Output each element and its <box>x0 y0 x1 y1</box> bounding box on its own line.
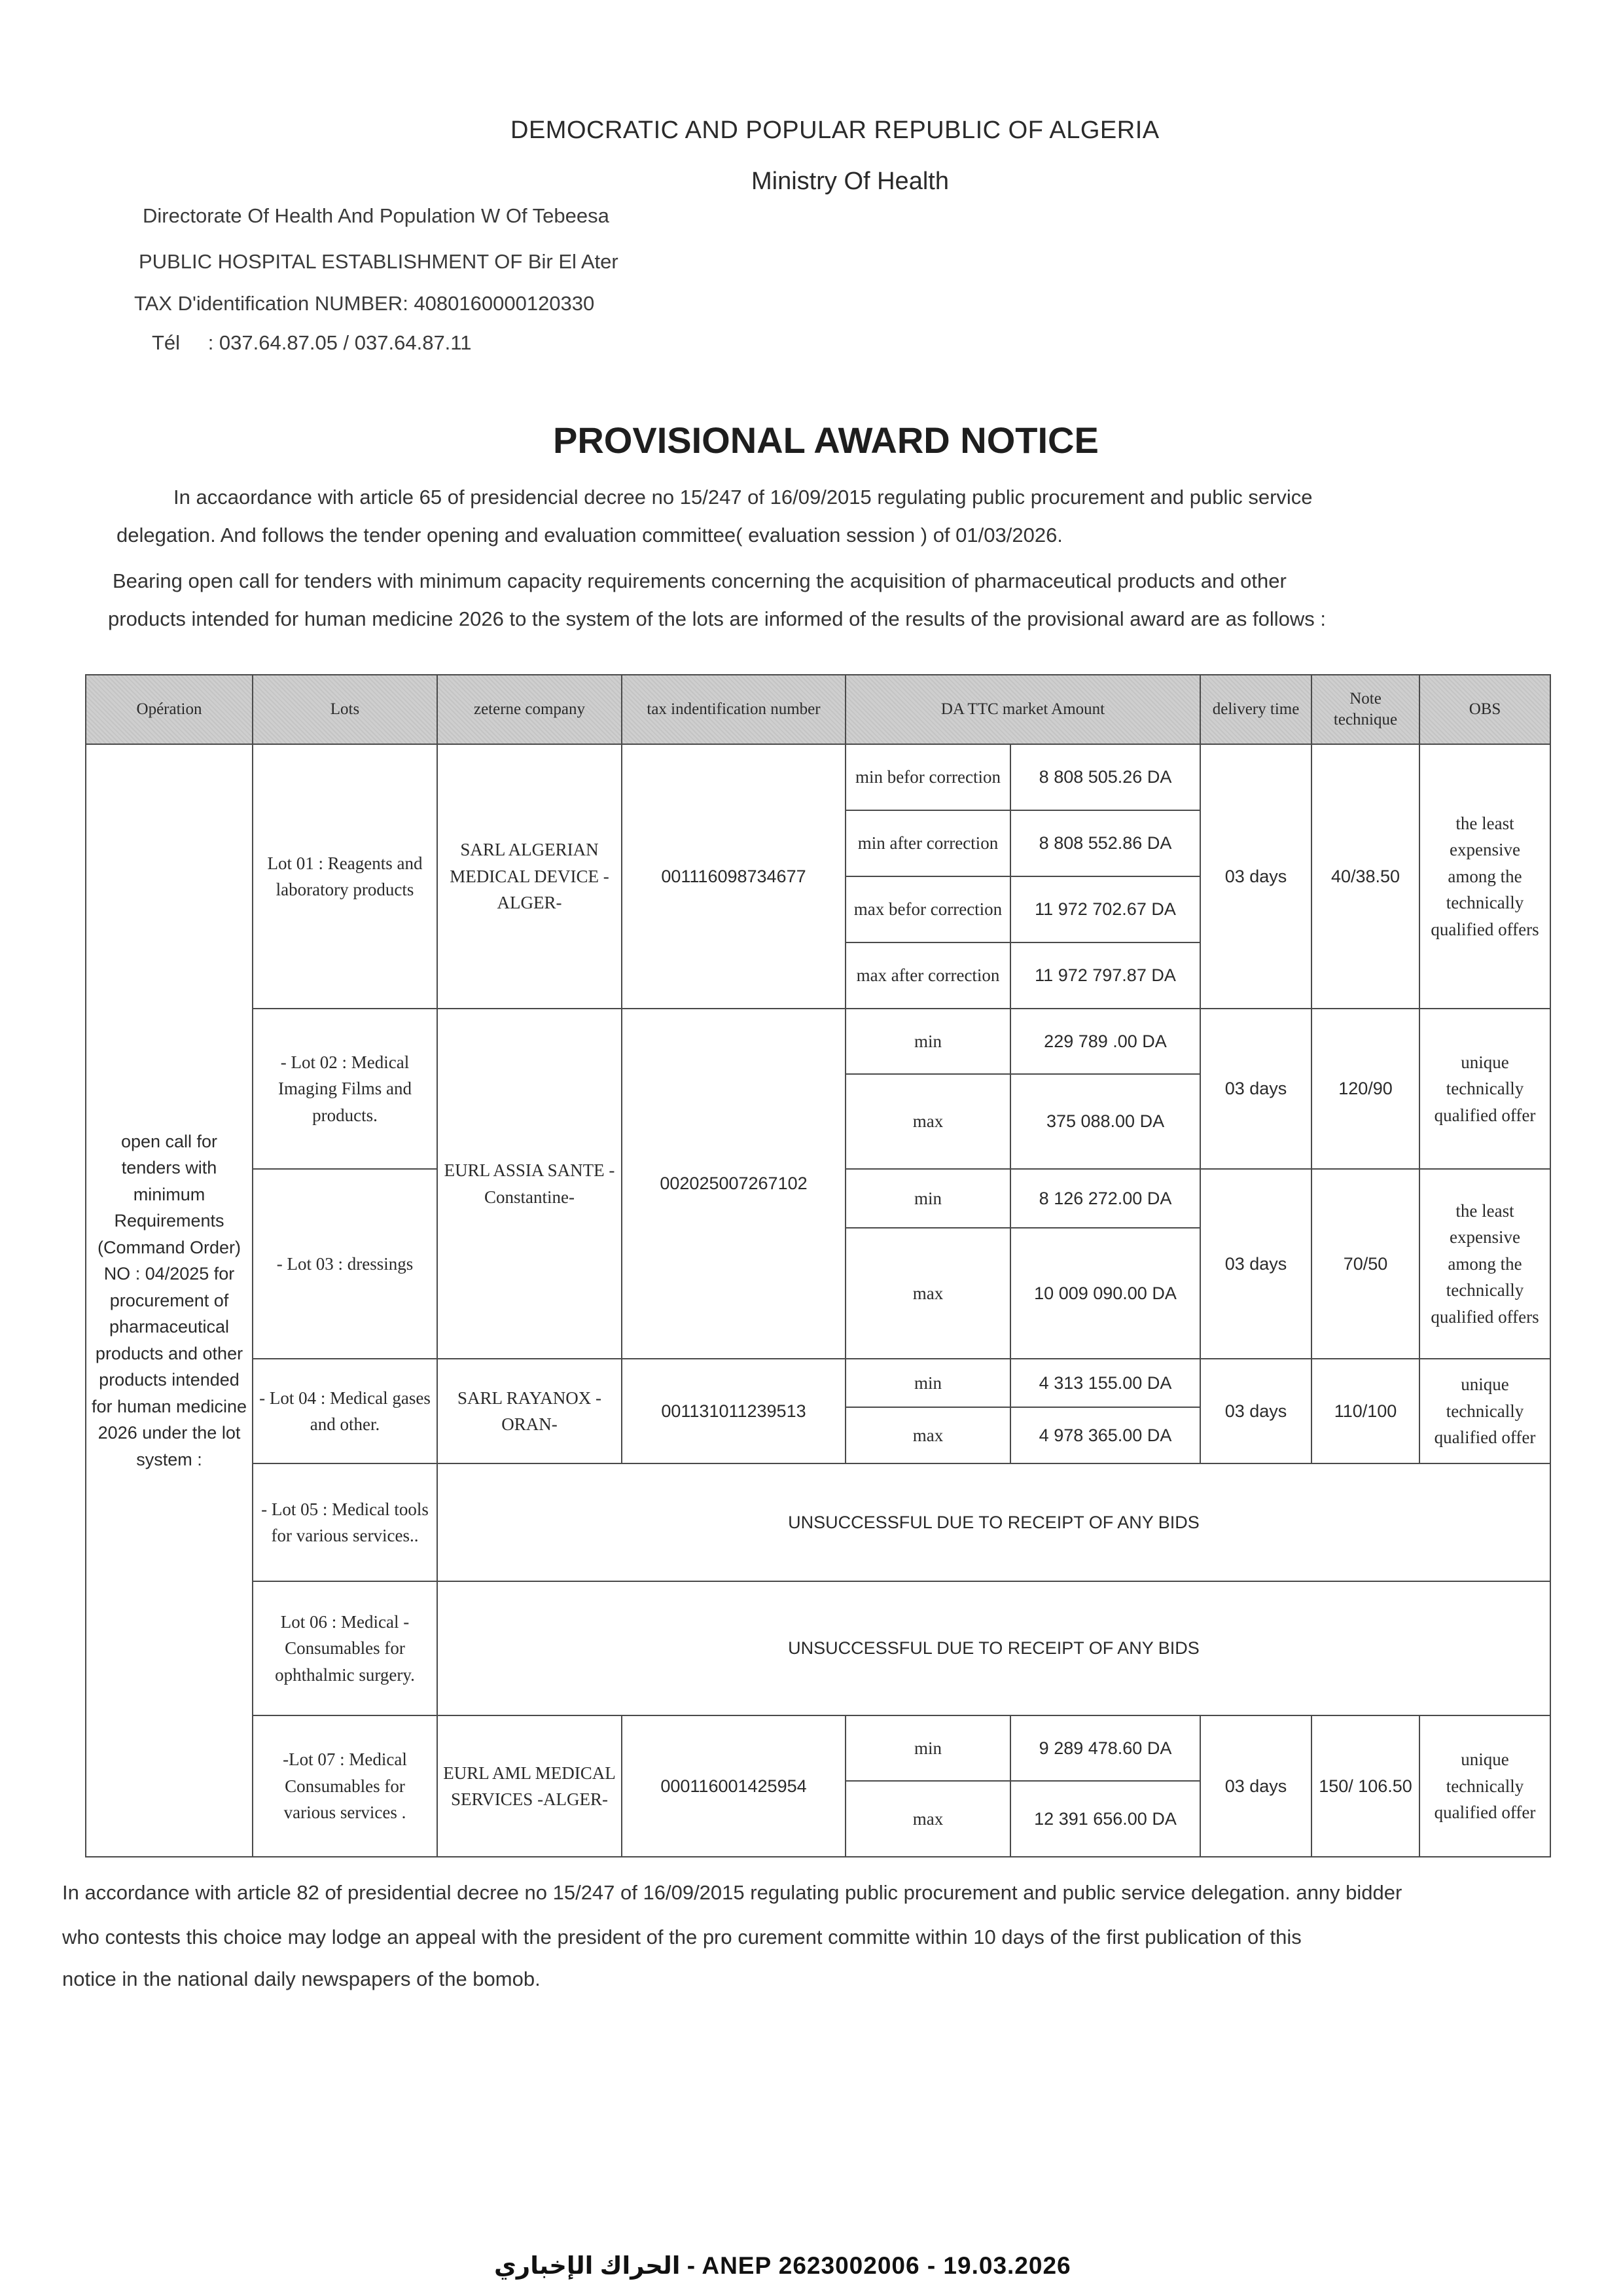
lot5-name: - Lot 05 : Medical tools for various services.. <box>253 1463 437 1581</box>
lot7-company: EURL AML MEDICAL SERVICES -ALGER- <box>437 1715 622 1857</box>
lot23-tax: 002025007267102 <box>622 1009 846 1359</box>
table-row <box>86 1359 1550 1407</box>
lot1-company: SARL ALGERIAN MEDICAL DEVICE -ALGER- <box>437 744 622 1009</box>
lot4-company: SARL RAYANOX -ORAN- <box>437 1359 622 1463</box>
lot1-amount-4: 11 972 797.87 DA <box>1010 942 1200 1009</box>
table-row <box>86 1581 1550 1715</box>
lot4-obs: unique technically qualified offer <box>1419 1359 1550 1463</box>
lot3-delivery: 03 days <box>1200 1169 1311 1359</box>
col-tax: tax indentification number <box>622 675 846 744</box>
award-table <box>85 674 1551 1857</box>
table-row <box>86 1715 1550 1781</box>
lot7-min-label: min <box>846 1715 1010 1781</box>
directorate-line: Directorate Of Health And Population W Of Tebeesa <box>143 204 609 227</box>
lot7-max-label: max <box>846 1781 1010 1857</box>
lot1-delivery: 03 days <box>1200 744 1311 1009</box>
lot4-max-label: max <box>846 1407 1010 1463</box>
lot1-label-3: max befor correction <box>846 876 1010 942</box>
table-header-row <box>86 675 1550 744</box>
lot4-min: 4 313 155.00 DA <box>1010 1359 1200 1407</box>
col-company: zeterne company <box>437 675 622 744</box>
col-delivery: delivery time <box>1200 675 1311 744</box>
establishment-line: PUBLIC HOSPITAL ESTABLISHMENT OF Bir El Ater <box>139 250 618 273</box>
ministry-heading: Ministry Of Health <box>751 168 949 195</box>
tel-line <box>152 331 471 355</box>
lot3-max: 10 009 090.00 DA <box>1010 1228 1200 1359</box>
lot3-note: 70/50 <box>1311 1169 1419 1359</box>
page-title: PROVISIONAL AWARD NOTICE <box>553 420 1099 461</box>
table-row <box>86 1009 1550 1074</box>
lot4-min-label: min <box>846 1359 1010 1407</box>
lot5-result: UNSUCCESSFUL DUE TO RECEIPT OF ANY BIDS <box>437 1463 1550 1581</box>
intro-line-1: In accaordance with article 65 of presidencial decree no 15/247 of 16/09/2015 regulating public procurement and public service <box>173 486 1313 509</box>
country-heading: DEMOCRATIC AND POPULAR REPUBLIC OF ALGERIA <box>510 117 1160 144</box>
lot7-obs: unique technically qualified offer <box>1419 1715 1550 1857</box>
lot7-max: 12 391 656.00 DA <box>1010 1781 1200 1857</box>
lot7-min: 9 289 478.60 DA <box>1010 1715 1200 1781</box>
publication-footer: الحراك الإخباري - ANEP 2623002006 - 19.03.2026 <box>494 2252 1071 2279</box>
tel-numbers: : 037.64.87.05 / 037.64.87.11 <box>207 331 472 354</box>
lot4-delivery: 03 days <box>1200 1359 1311 1463</box>
lot1-note: 40/38.50 <box>1311 744 1419 1009</box>
lot23-company: EURL ASSIA SANTE -Constantine- <box>437 1009 622 1359</box>
lot1-amount-2: 8 808 552.86 DA <box>1010 810 1200 876</box>
lot1-amount-1: 8 808 505.26 DA <box>1010 744 1200 810</box>
lot1-label-4: max after correction <box>846 942 1010 1009</box>
lot4-max: 4 978 365.00 DA <box>1010 1407 1200 1463</box>
lot7-delivery: 03 days <box>1200 1715 1311 1857</box>
lot1-tax: 001116098734677 <box>622 744 846 1009</box>
tel-label: Tél <box>152 331 181 354</box>
col-obs: OBS <box>1419 675 1550 744</box>
lot1-label-2: min after correction <box>846 810 1010 876</box>
closing-line-1: In accordance with article 82 of presidential decree no 15/247 of 16/09/2015 regulating public procurement and public service delegation. anny bidder <box>62 1881 1402 1904</box>
lot2-min-label: min <box>846 1009 1010 1074</box>
col-note: Note technique <box>1311 675 1419 744</box>
lot2-note: 120/90 <box>1311 1009 1419 1169</box>
lot3-name: - Lot 03 : dressings <box>253 1169 437 1359</box>
lot7-name: -Lot 07 : Medical Consumables for various services . <box>253 1715 437 1857</box>
lot7-note: 150/ 106.50 <box>1311 1715 1419 1857</box>
lot3-min: 8 126 272.00 DA <box>1010 1169 1200 1228</box>
lot6-result: UNSUCCESSFUL DUE TO RECEIPT OF ANY BIDS <box>437 1581 1550 1715</box>
lot6-name: Lot 06 : Medical - Consumables for ophthalmic surgery. <box>253 1581 437 1715</box>
lot4-note: 110/100 <box>1311 1359 1419 1463</box>
operation-cell: open call for tenders with minimum Requirements (Command Order) NO : 04/2025 for procurement of pharmaceutical products and other products intended for human medicine 2026 under the lot system : <box>86 744 253 1857</box>
table-row <box>86 1463 1550 1581</box>
col-lots: Lots <box>253 675 437 744</box>
lot2-obs: unique technically qualified offer <box>1419 1009 1550 1169</box>
lot1-amount-3: 11 972 702.67 DA <box>1010 876 1200 942</box>
lot2-delivery: 03 days <box>1200 1009 1311 1169</box>
lot3-obs: the least expensive among the technically qualified offers <box>1419 1169 1550 1359</box>
table-row <box>86 744 1550 810</box>
intro-line-2: delegation. And follows the tender opening and evaluation committee( evaluation session ) of 01/03/2026. <box>116 524 1063 547</box>
lot7-tax: 000116001425954 <box>622 1715 846 1857</box>
lot4-name: - Lot 04 : Medical gases and other. <box>253 1359 437 1463</box>
col-operation: Opération <box>86 675 253 744</box>
col-amount: DA TTC market Amount <box>846 675 1200 744</box>
lot2-name: - Lot 02 : Medical Imaging Films and products. <box>253 1009 437 1169</box>
lot1-label-1: min befor correction <box>846 744 1010 810</box>
lot3-max-label: max <box>846 1228 1010 1359</box>
lot1-name: Lot 01 : Reagents and laboratory products <box>253 744 437 1009</box>
intro-line-4: products intended for human medicine 2026 to the system of the lots are informed of the results of the provisional award are as follows : <box>108 607 1326 630</box>
closing-line-2: who contests this choice may lodge an appeal with the president of the pro curement committe within 10 days of the first publication of this <box>62 1926 1302 1948</box>
tax-id-line: TAX D'identification NUMBER: 4080160000120330 <box>134 292 595 315</box>
lot2-max: 375 088.00 DA <box>1010 1074 1200 1169</box>
lot1-obs: the least expensive among the technically qualified offers <box>1419 744 1550 1009</box>
lot4-tax: 001131011239513 <box>622 1359 846 1463</box>
lot2-max-label: max <box>846 1074 1010 1169</box>
lot3-min-label: min <box>846 1169 1010 1228</box>
lot2-min: 229 789 .00 DA <box>1010 1009 1200 1074</box>
closing-line-3: notice in the national daily newspapers of the bomob. <box>62 1967 541 1990</box>
intro-line-3: Bearing open call for tenders with minimum capacity requirements concerning the acquisition of pharmaceutical products and other <box>113 569 1287 592</box>
